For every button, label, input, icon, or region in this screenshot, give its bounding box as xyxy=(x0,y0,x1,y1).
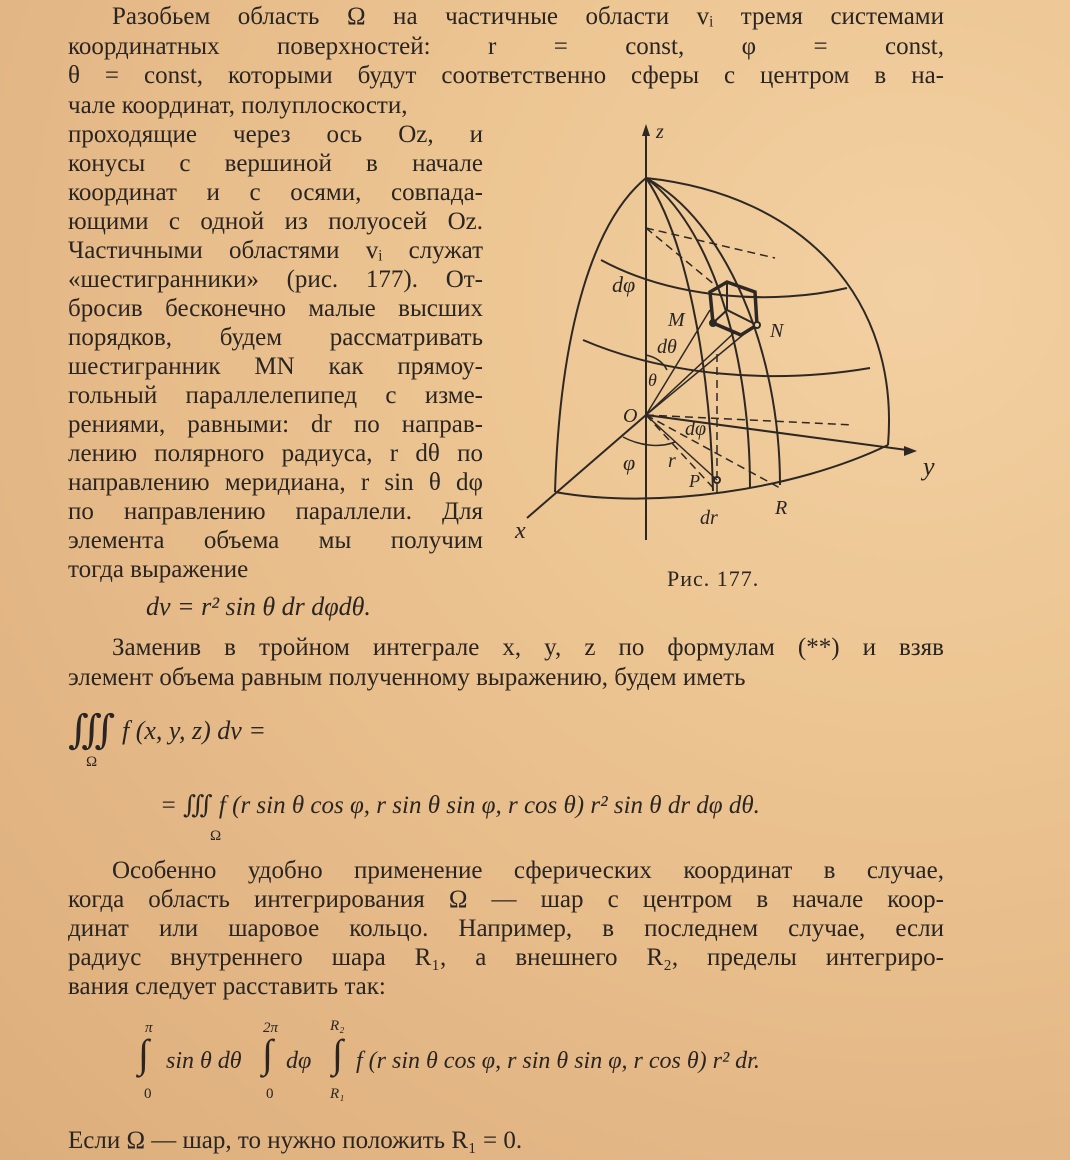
triple-integral-sign: ∭ xyxy=(68,707,116,752)
element-mn xyxy=(710,282,757,335)
paragraph1-line-2: координатных поверхностей: r = const, φ = const, xyxy=(68,33,944,60)
y-axis-arrow xyxy=(904,446,917,456)
r-lower-limit: R₁ xyxy=(330,1086,345,1102)
paragraph1-col-line-10: шестигранник MN как прямоу- xyxy=(68,353,483,380)
paragraph1-col-line-1: чале координат, полуплоскости, xyxy=(68,92,408,119)
paragraph1-line-1: Разобьем область Ω на частичные области vᵢ тремя системами xyxy=(112,3,944,30)
label-dr: dr xyxy=(700,507,718,529)
figure-caption: Рис. 177. xyxy=(667,566,760,591)
paragraph1-col-line-7: «шестигранники» (рис. 177). От- xyxy=(68,266,483,293)
region-omega-rhs: Ω xyxy=(210,828,222,844)
paragraph3-line-2: когда область интегрирования Ω — шар с центром в начале коор- xyxy=(68,886,944,913)
paragraph1-col-line-8: бросив бесконечно малые высших xyxy=(68,295,483,322)
integral-sign-theta: ∫ xyxy=(138,1031,149,1076)
paragraph1-col-line-16: элемента объема мы получим xyxy=(68,527,483,554)
paragraph3-line-1: Особенно удобно применение сферических координат в случае, xyxy=(112,857,944,884)
label-phi: φ xyxy=(623,450,636,475)
paragraph1-col-line-11: гольный параллелепипед с изме- xyxy=(68,382,483,409)
paragraph1-col-line-13: лению полярного радиуса, r dθ по xyxy=(68,440,483,467)
label-dphi-bottom: dφ xyxy=(685,418,707,440)
paragraph3-line-5: вания следует расставить так: xyxy=(68,973,386,1000)
paragraph2-line-1: Заменив в тройном интеграле x, y, z по формулам (**) и взяв xyxy=(112,634,944,661)
integral-sign-r: ∫ xyxy=(332,1031,343,1076)
paragraph1-col-line-6: Частичными областями vᵢ служат xyxy=(68,237,483,264)
integral-rhs: = ∭ f (r sin θ cos φ, r sin θ sin φ, r cos θ) r² sin θ dr dφ dθ. xyxy=(160,792,760,819)
region-omega-lhs: Ω xyxy=(86,754,98,770)
sphere-front-meridian xyxy=(555,178,646,492)
paragraph1-col-line-12: рениями, равными: dr по направ- xyxy=(68,411,483,438)
label-x: x xyxy=(515,518,526,544)
meridian-line xyxy=(646,178,780,485)
integral-sign-phi: ∫ xyxy=(262,1031,273,1076)
point-m xyxy=(710,320,716,326)
last-line: Если Ω — шар, то нужно положить R₁ = 0. xyxy=(68,1127,523,1154)
label-r-point: R xyxy=(775,497,788,519)
figure-177-spherical-coordinates xyxy=(505,110,950,550)
paragraph1-col-line-4: координат и с осями, совпада- xyxy=(68,179,483,206)
paragraph1-line-3: θ = const, которыми будут соответственно сферы с центром в на- xyxy=(68,62,944,89)
label-m: M xyxy=(668,309,685,331)
paragraph1-col-line-15: по направлению параллели. Для xyxy=(68,498,483,525)
meridian-line xyxy=(646,178,713,491)
paragraph1-col-line-3: конусы с вершиной в начале xyxy=(68,150,483,177)
label-z: z xyxy=(656,121,664,143)
paragraph2-line-2: элемент объема равным полученному выражению, будем иметь xyxy=(68,664,746,691)
integrand-part-1: sin θ dθ xyxy=(166,1048,242,1074)
point-n xyxy=(754,322,760,328)
paragraph1-col-line-2: проходящие через ось Oz, и xyxy=(68,121,483,148)
paragraph3-line-4: радиус внутреннего шара R₁, а внешнего R₂, пределы интегриро- xyxy=(68,944,944,971)
volume-element-formula: dv = r² sin θ dr dφdθ. xyxy=(146,592,371,621)
parallel-line xyxy=(583,340,870,376)
parallel-line xyxy=(601,260,847,297)
integral-lhs: f (x, y, z) dv = xyxy=(122,716,266,745)
integrand-part-2: dφ xyxy=(286,1048,312,1074)
label-o: O xyxy=(623,405,638,427)
paragraph3-line-3: динат или шаровое кольцо. Например, в последнем случае, если xyxy=(68,915,944,942)
paragraph1-col-line-5: ющими с одной из полуосей Oz. xyxy=(68,208,483,235)
integrand-part-3: f (r sin θ cos φ, r sin θ sin φ, r cos θ) r² dr. xyxy=(356,1048,760,1074)
paragraph1-col-line-9: порядков, будем рассматривать xyxy=(68,324,483,351)
label-n: N xyxy=(770,320,784,342)
label-r-radius: r xyxy=(668,450,676,472)
sphere-equator xyxy=(555,445,888,499)
label-dphi-top: dφ xyxy=(612,272,636,297)
phi-upper-limit: 2π xyxy=(263,1020,279,1036)
phi-lower-limit: 0 xyxy=(266,1086,274,1102)
theta-upper-limit: π xyxy=(145,1020,153,1036)
theta-lower-limit: 0 xyxy=(144,1086,152,1102)
label-theta: θ xyxy=(648,370,657,390)
paragraph1-col-line-17: тогда выражение xyxy=(68,556,249,583)
label-p: P xyxy=(689,471,700,491)
r-upper-limit: R₂ xyxy=(330,1018,345,1034)
z-axis-arrow xyxy=(642,124,650,136)
label-y: y xyxy=(923,452,935,481)
paragraph1-col-line-14: направлению меридиана, r sin θ dφ xyxy=(68,469,483,496)
label-dtheta: dθ xyxy=(657,336,677,358)
